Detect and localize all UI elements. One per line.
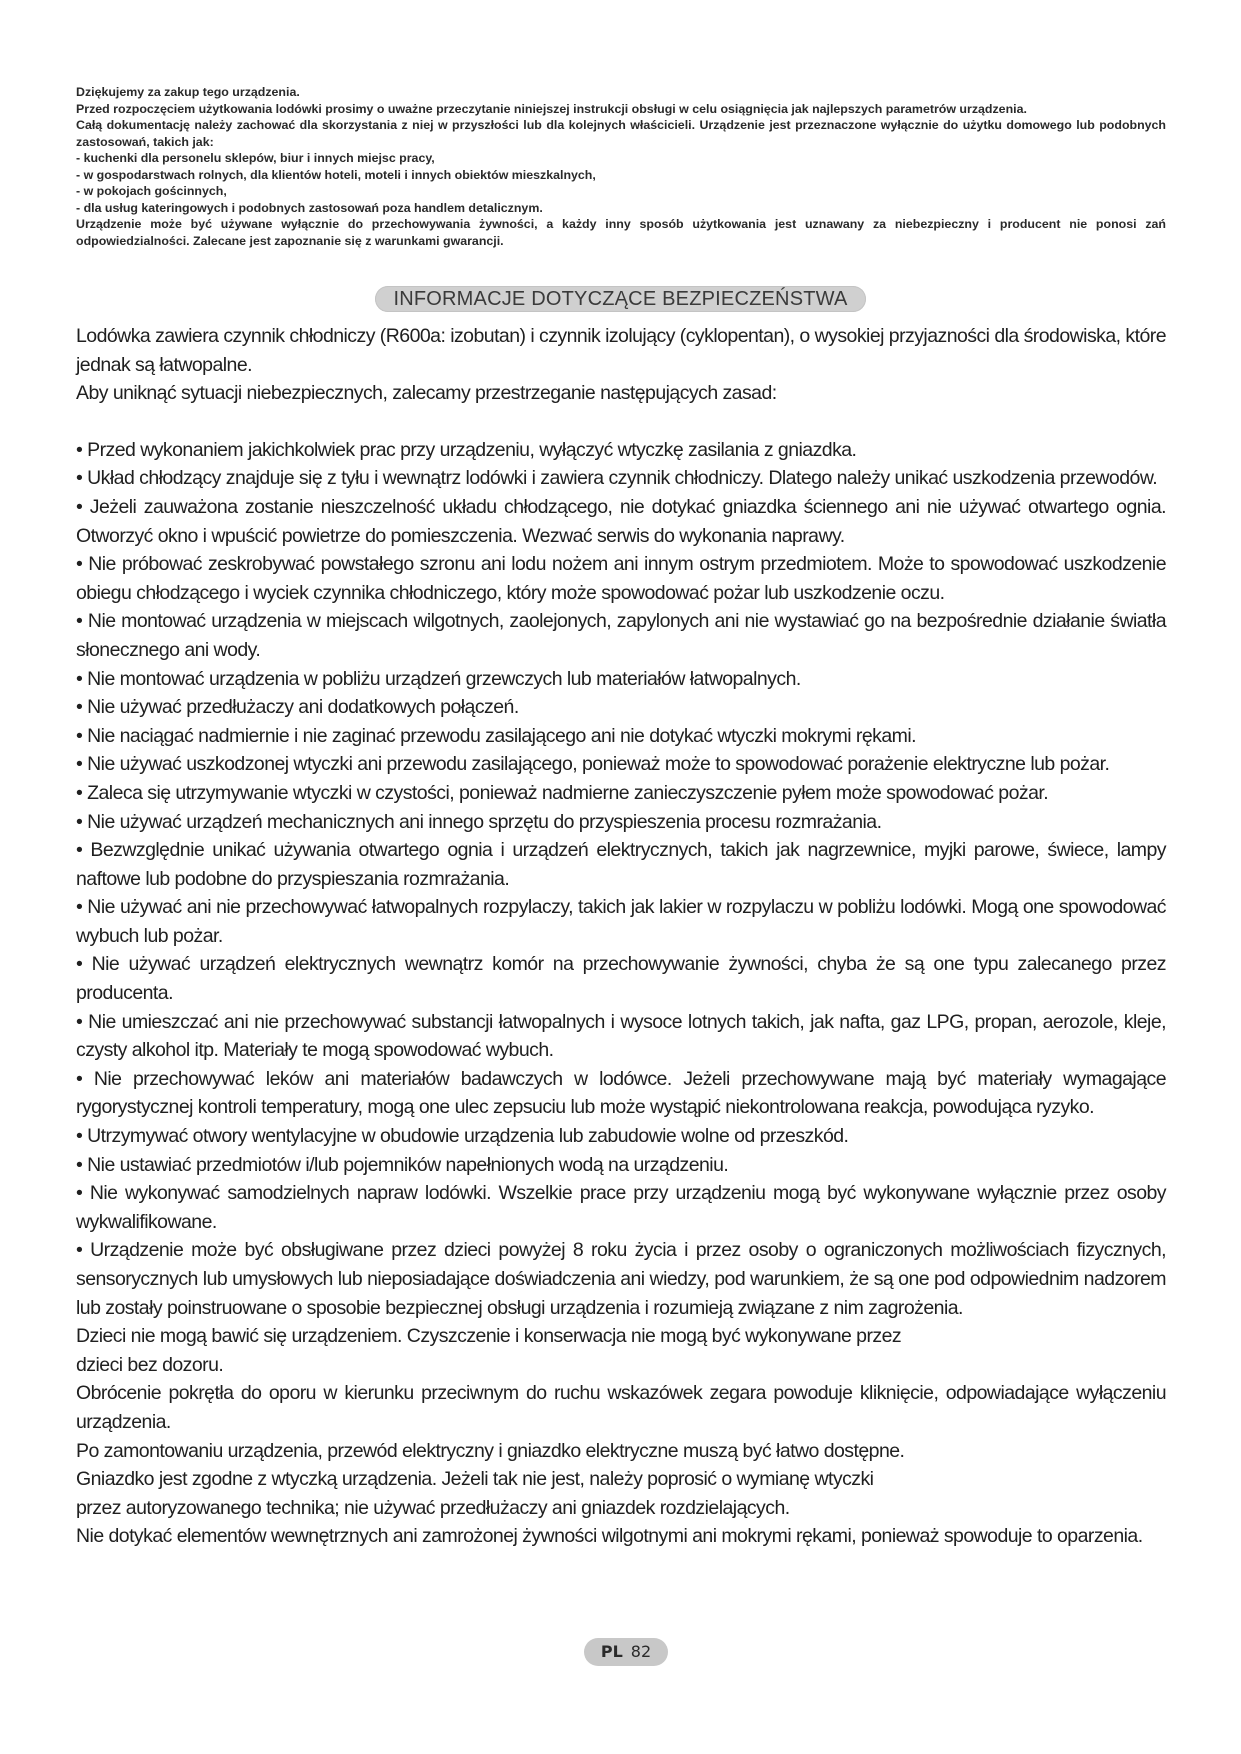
safety-bullet: • Nie ustawiać przedmiotów i/lub pojemników napełnionych wodą na urządzeniu.	[76, 1153, 729, 1176]
body-paragraph: Nie dotykać elementów wewnętrznych ani zamrożonej żywności wilgotnymi ani mokrymi rękami, ponieważ spowoduje to oparzenia.	[76, 1525, 1143, 1548]
safety-bullet: • Nie używać ani nie przechowywać łatwopalnych rozpylaczy, takich jak lakier w rozpylaczu w pobliżu lodówki. Mogą one spowodować wybuch lub pożar.	[76, 896, 1166, 947]
safety-bullet: • Nie używać przedłużaczy ani dodatkowych połączeń.	[76, 696, 519, 719]
body-paragraph: Obrócenie pokrętła do oporu w kierunku przeciwnym do ruchu wskazówek zegara powoduje kliknięcie, odpowiadające wyłączeniu urządzenia.	[76, 1382, 1166, 1433]
intro-list-item: - w gospodarstwach rolnych, dla klientów hoteli, moteli i innych obiektów mieszkalnych,	[76, 167, 596, 182]
intro-line: Przed rozpoczęciem użytkowania lodówki prosimy o uważne przeczytanie niniejszej instrukcji obsługi w celu osiągnięcia jak najlepszych parametrów urządzenia.	[76, 101, 1027, 116]
body-paragraph: Gniazdko jest zgodne z wtyczką urządzenia. Jeżeli tak nie jest, należy poprosić o wymianę wtyczki	[76, 1468, 874, 1491]
intro-line: Całą dokumentację należy zachować dla skorzystania z niej w przyszłości lub dla kolejnych właścicieli. Urządzenie jest przeznaczone wyłącznie do użytku domowego lub podobnych zastosowań, takich jak:	[76, 118, 1166, 149]
safety-bullet: • Urządzenie może być obsługiwane przez dzieci powyżej 8 roku życia i przez osoby o ograniczonych możliwościach fizycznych, sensorycznych lub umysłowych lub nieposiadające doświadczenia ani wiedzy, pod warunkiem, że są one pod odpowiednim nadzorem lub zostały poinstruowane o sposobie bezpiecznej obsługi urządzenia i rozumieją związane z nim zagrożenia.	[76, 1239, 1166, 1319]
intro-line: Urządzenie może być używane wyłącznie do przechowywania żywności, a każdy inny sposób użytkowania jest uznawany za niebezpieczny i producent nie ponosi zań odpowiedzialności. Zalecane jest zapoznanie się z warunkami gwarancji.	[76, 217, 1166, 248]
intro-list-item: - w pokojach gościnnych,	[76, 184, 227, 198]
safety-bullet: • Przed wykonaniem jakichkolwiek prac przy urządzeniu, wyłączyć wtyczkę zasilania z gniazdka.	[76, 438, 857, 461]
safety-bullet: • Nie umieszczać ani nie przechowywać substancji łatwopalnych i wysoce lotnych takich, jak nafta, gaz LPG, propan, aerozole, kleje, czysty alkohol itp. Materiały te mogą spowodować wybuch.	[76, 1010, 1166, 1062]
body-paragraph: Aby uniknąć sytuacji niebezpiecznych, zalecamy przestrzeganie następujących zasad:	[76, 382, 777, 405]
safety-bullet: • Nie używać uszkodzonej wtyczki ani przewodu zasilającego, ponieważ może to spowodować porażenie elektryczne lub pożar.	[76, 753, 1110, 776]
body-paragraph: przez autoryzowanego technika; nie używać przedłużaczy ani gniazdek rozdzielających.	[76, 1496, 790, 1519]
page-number: 82	[630, 1642, 652, 1661]
intro-list-item: - kuchenki dla personelu sklepów, biur i innych miejsc pracy,	[76, 151, 435, 165]
safety-bullet: • Układ chłodzący znajduje się z tyłu i wewnątrz lodówki i zawiera czynnik chłodniczy. Dlatego należy unikać uszkodzenia przewodów.	[76, 467, 1158, 490]
safety-bullet: • Nie montować urządzenia w miejscach wilgotnych, zaolejonych, zapylonych ani nie wystawiać go na bezpośrednie działanie światła słonecznego ani wody.	[76, 610, 1166, 661]
safety-body	[76, 322, 1166, 1551]
section-title: INFORMACJE DOTYCZĄCE BEZPIECZEŃSTWA	[375, 286, 865, 312]
safety-bullet: • Nie próbować zeskrobywać powstałego szronu ani lodu nożem ani innym ostrym przedmiotem. Może to spowodować uszkodzenie obiegu chłodzącego i wyciek czynnika chłodniczego, który może spowodować pożar lub uszkodzenie oczu.	[76, 553, 1166, 604]
safety-bullet: • Nie montować urządzenia w pobliżu urządzeń grzewczych lub materiałów łatwopalnych.	[76, 667, 801, 690]
intro-block	[76, 84, 1166, 249]
body-paragraph: Lodówka zawiera czynnik chłodniczy (R600a: izobutan) i czynnik izolujący (cyklopentan), o wysokiej przyjazności dla środowiska, które jednak są łatwopalne.	[76, 325, 1166, 376]
intro-line: Dziękujemy za zakup tego urządzenia.	[76, 85, 300, 99]
safety-bullet: • Bezwzględnie unikać używania otwartego ognia i urządzeń elektrycznych, takich jak nagrzewnice, myjki parowe, świece, lampy naftowe lub podobne do przyspieszania rozmrażania.	[76, 839, 1166, 890]
intro-list-item: - dla usług kateringowych i podobnych zastosowań poza handlem detalicznym.	[76, 200, 543, 215]
safety-bullet: • Nie używać urządzeń mechanicznych ani innego sprzętu do przyspieszenia procesu rozmrażania.	[76, 810, 882, 833]
body-paragraph: dzieci bez dozoru.	[76, 1353, 224, 1376]
safety-bullet: • Zaleca się utrzymywanie wtyczki w czystości, ponieważ nadmierne zanieczyszczenie pyłem może spowodować pożar.	[76, 781, 1049, 804]
section-banner-row	[0, 286, 1241, 312]
safety-bullet: • Utrzymywać otwory wentylacyjne w obudowie urządzenia lub zabudowie wolne od przeszkód.	[76, 1125, 849, 1148]
body-paragraph: Po zamontowaniu urządzenia, przewód elektryczny i gniazdko elektryczne muszą być łatwo dostępne.	[76, 1439, 905, 1462]
language-code: PL	[600, 1642, 623, 1661]
page-footer-badge	[584, 1638, 668, 1666]
safety-bullet: • Nie wykonywać samodzielnych napraw lodówki. Wszelkie prace przy urządzeniu mogą być wykonywane wyłącznie przez osoby wykwalifikowane.	[76, 1182, 1166, 1233]
body-paragraph: Dzieci nie mogą bawić się urządzeniem. Czyszczenie i konserwacja nie mogą być wykonywane przez	[76, 1325, 902, 1348]
safety-bullet: • Jeżeli zauważona zostanie nieszczelność układu chłodzącego, nie dotykać gniazdka ściennego ani nie używać otwartego ognia. Otworzyć okno i wpuścić powietrze do pomieszczenia. Wezwać serwis do wykonania naprawy.	[76, 495, 1166, 547]
safety-bullet: • Nie przechowywać leków ani materiałów badawczych w lodówce. Jeżeli przechowywane mają być materiały wymagające rygorystycznej kontroli temperatury, mogą one ulec zepsuciu lub może wystąpić niekontrolowana reakcja, powodująca ryzyko.	[76, 1067, 1166, 1119]
spacer	[76, 408, 1166, 436]
safety-bullet: • Nie naciągać nadmiernie i nie zaginać przewodu zasilającego ani nie dotykać wtyczki mokrymi rękami.	[76, 724, 917, 747]
safety-bullet: • Nie używać urządzeń elektrycznych wewnątrz komór na przechowywanie żywności, chyba że są one typu zalecanego przez producenta.	[76, 953, 1166, 1005]
